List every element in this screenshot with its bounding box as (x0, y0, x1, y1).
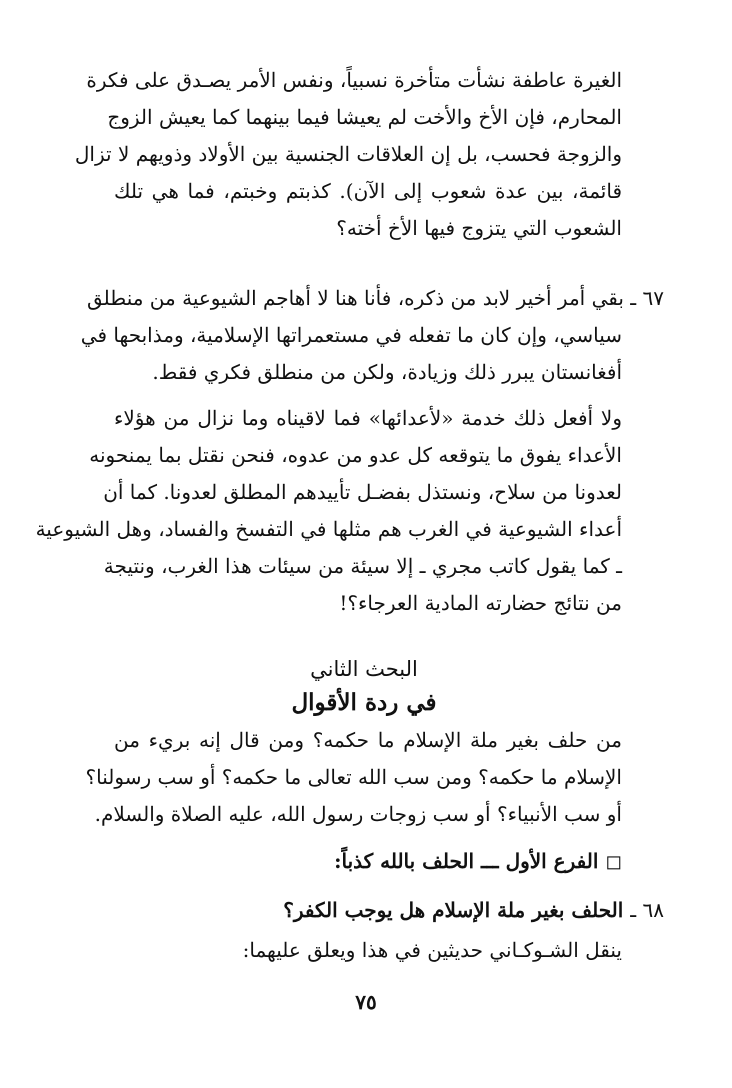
text-line: لعدونا من سلاح، ونستذل بفضـل تأييدهم المطلق لعدونا. كما أن (103, 480, 622, 504)
text-line: والزوجة فحسب، بل إن العلاقات الجنسية بين الأولاد وذويهم لا تزال (74, 142, 622, 166)
item-67-number: ٦٧ ـ (630, 286, 664, 310)
section-heading: البحث الثاني (310, 657, 418, 681)
item-68 (114, 892, 664, 929)
text-line: سياسي، وإن كان ما تفعله في مستعمراتها الإسلامية، ومذابحها في (80, 323, 622, 347)
text-line: ـ كما يقول كاتب مجري ـ إلا سيئة من سيئات هذا الغرب، ونتيجة (103, 554, 622, 578)
text-line: أو سب الأنبياء؟ أو سب زوجات رسول الله، عليه الصلاة والسلام. (94, 802, 622, 826)
text-line: المحارم، فإن الأخ والأخت لم يعيشا فيما بينهما كما يعيش الزوج (107, 105, 622, 129)
branch-title: الفرع الأول ـــ الحلف بالله كذباً: (334, 849, 599, 873)
text-line: بقي أمر أخير لابد من ذكره، فأنا هنا لا أهاجم الشيوعية من منطلق (86, 286, 624, 310)
text-line: الإسلام ما حكمه؟ ومن سب الله تعالى ما حكمه؟ أو سب رسولنا؟ (85, 765, 622, 789)
text-line: من نتائج حضارته المادية العرجاء؟! (339, 591, 622, 615)
paragraph-2 (35, 400, 622, 622)
paragraph-4 (114, 932, 622, 969)
item-67-body (80, 317, 622, 391)
text-line: من حلف بغير ملة الإسلام ما حكمه؟ ومن قال إنه بريء من (114, 728, 622, 752)
text-line: الشعوب التي يتزوج فيها الأخ أخته؟ (336, 216, 622, 240)
text-line: أعداء الشيوعية في الغرب هم مثلها في التفسخ والفساد، وهل الشيوعية (35, 517, 622, 541)
item-67-first-line (86, 280, 664, 317)
text-line: الأعداء يفوق ما يتوقعه كل عدو من عدوه، فنحن نقتل بما يمنحونه (89, 443, 622, 467)
text-line: ينقل الشـوكـاني حديثين في هذا ويعلق عليهما: (242, 938, 622, 962)
text-line: قائمة، بين عدة شعوب إلى الآن). كذبتم وخبتم، فما هي تلك (114, 179, 622, 203)
text-line: أفغانستان يبرر ذلك وزيادة، ولكن من منطلق فكري فقط. (152, 360, 622, 384)
text-line: ولا أفعل ذلك خدمة «لأعدائها» فما لاقيناه وما نزال من هؤلاء (114, 406, 622, 430)
item-68-title: الحلف بغير ملة الإسلام هل يوجب الكفر؟ (283, 898, 624, 922)
section-subheading: في ردة الأقوال (291, 689, 437, 716)
paragraph-3 (85, 722, 622, 833)
square-bullet-icon: ◻ (605, 849, 622, 873)
text-line: الغيرة عاطفة نشأت متأخرة نسبياً، ونفس الأمر يصـدق على فكرة (86, 68, 622, 92)
page-number: ٧٥ (355, 990, 377, 1014)
item-68-number: ٦٨ ـ (630, 898, 664, 922)
branch-heading (114, 843, 622, 880)
paragraph-1 (74, 62, 622, 247)
